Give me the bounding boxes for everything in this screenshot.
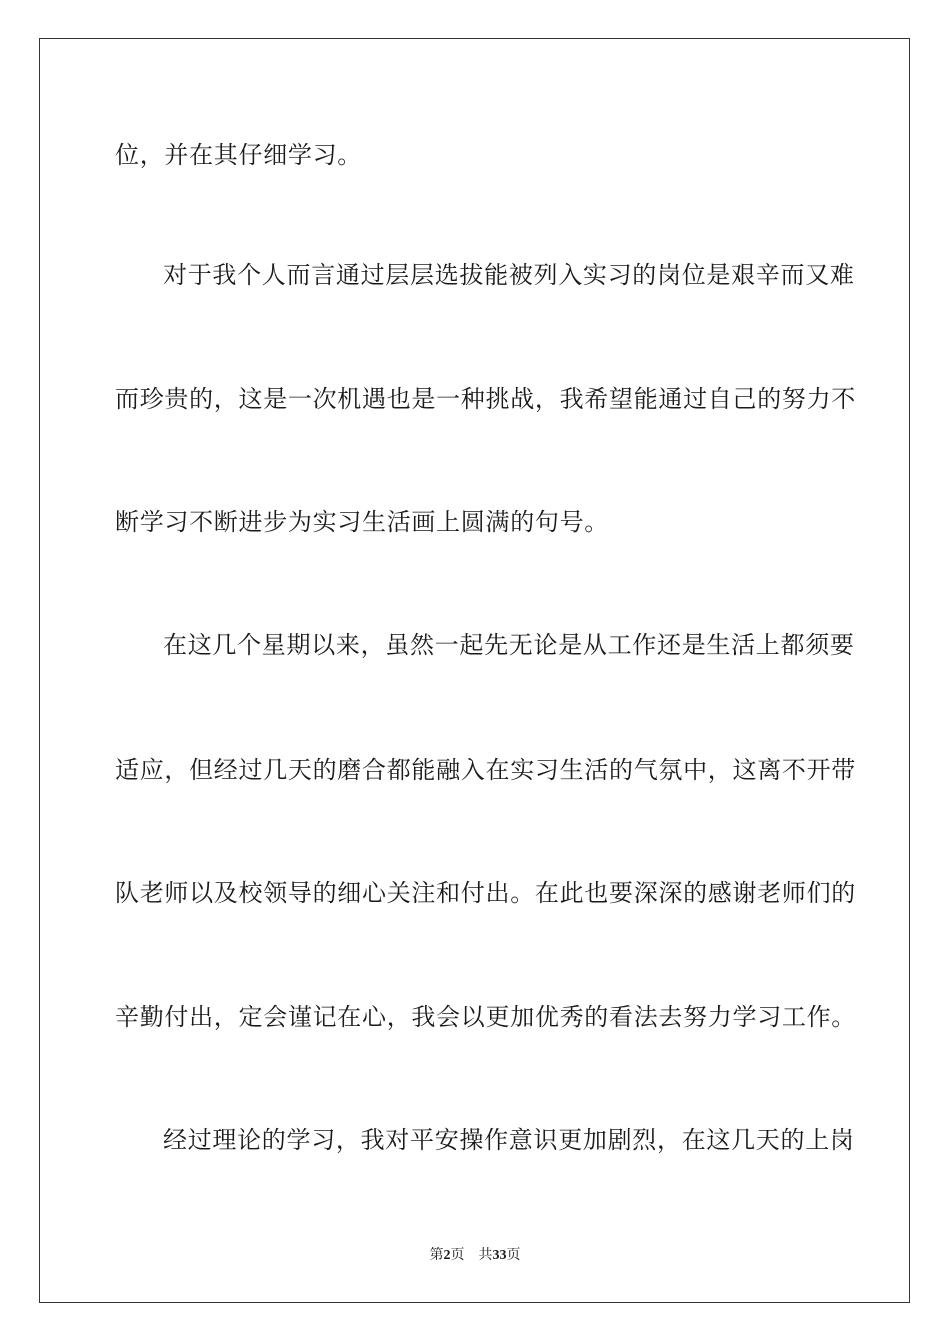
paragraph-first-line: 经过理论的学习，我对平安操作意识更加剧烈，在这几天的上岗 xyxy=(163,1126,855,1154)
page-label-suffix: 页 xyxy=(450,1247,465,1263)
page-footer xyxy=(0,1246,950,1265)
text-line: 断学习不断进步为实习生活画上圆满的句号。 xyxy=(115,508,609,536)
page-number: 2 xyxy=(443,1248,451,1263)
total-label-suffix: 页 xyxy=(506,1247,521,1263)
page-border xyxy=(39,38,910,1303)
text-line: 队老师以及校领导的细心关注和付出。在此也要深深的感谢老师们的 xyxy=(115,879,856,907)
paragraph-first-line: 对于我个人而言通过层层选拔能被列入实习的岗位是艰辛而又难 xyxy=(163,261,855,289)
total-pages: 33 xyxy=(492,1248,507,1263)
page-label-prefix: 第 xyxy=(429,1247,444,1263)
paragraph-first-line: 在这几个星期以来，虽然一起先无论是从工作还是生活上都须要 xyxy=(163,631,855,659)
text-line: 位，并在其仔细学习。 xyxy=(115,141,362,169)
text-line: 而珍贵的，这是一次机遇也是一种挑战，我希望能通过自己的努力不 xyxy=(115,385,856,413)
total-label-prefix: 共 xyxy=(478,1247,493,1263)
text-line: 适应，但经过几天的磨合都能融入在实习生活的气氛中，这离不开带 xyxy=(115,756,856,784)
text-line: 辛勤付出，定会谨记在心，我会以更加优秀的看法去努力学习工作。 xyxy=(115,1003,856,1031)
